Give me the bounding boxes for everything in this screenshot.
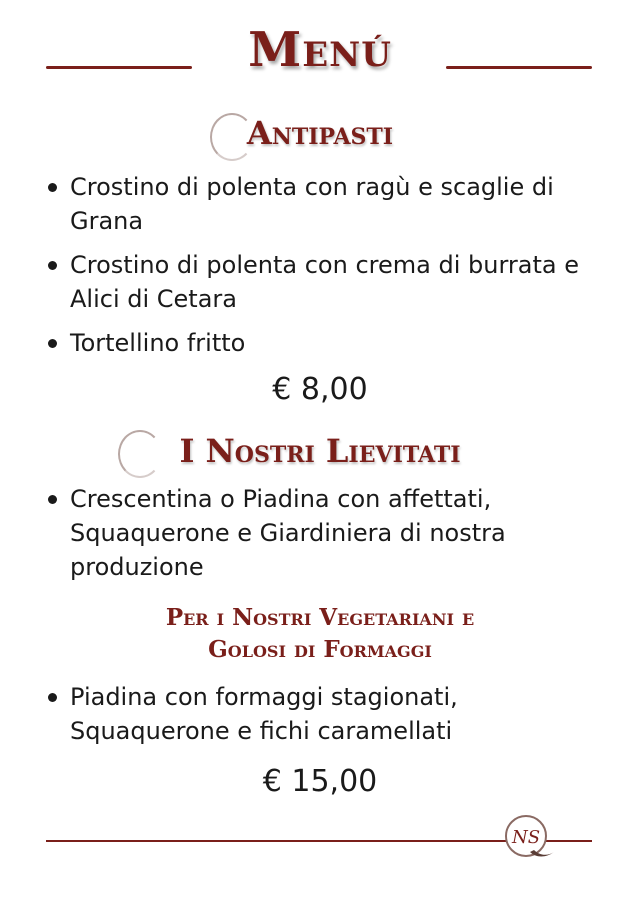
ns-logo-icon bbox=[500, 812, 556, 864]
subsection-title-line2: Golosi di Formaggi bbox=[208, 636, 432, 663]
price-antipasti: € 8,00 bbox=[272, 372, 368, 407]
list-item: Crescentina o Piadina con affettati, Squaquerone e Giardiniera di nostra produzione bbox=[48, 482, 608, 584]
vegetariani-list bbox=[48, 680, 608, 748]
bullet-icon bbox=[48, 183, 57, 192]
logo-text: NS bbox=[511, 827, 541, 848]
section-title-antipasti: Antipasti bbox=[246, 114, 394, 152]
menu-title: Menú bbox=[248, 22, 392, 78]
bullet-icon bbox=[48, 693, 57, 702]
menu-header bbox=[0, 22, 640, 102]
list-item: Crostino di polenta con crema di burrata e Alici di Cetara bbox=[48, 248, 608, 316]
subsection-title-line1: Per i Nostri Vegetariani e bbox=[165, 604, 475, 631]
antipasti-list bbox=[48, 170, 608, 360]
list-item: Piadina con formaggi stagionati, Squaquerone e fichi caramellati bbox=[48, 680, 608, 748]
header-rule-right bbox=[446, 66, 592, 69]
list-item: Crostino di polenta con ragù e scaglie di Grana bbox=[48, 170, 608, 238]
lievitati-list bbox=[48, 482, 608, 584]
bullet-icon bbox=[48, 261, 57, 270]
section-title-lievitati: I Nostri Lievitati bbox=[179, 432, 461, 470]
list-item: Tortellino fritto bbox=[48, 326, 608, 360]
bullet-icon bbox=[48, 339, 57, 348]
bullet-icon bbox=[48, 495, 57, 504]
price-lievitati: € 15,00 bbox=[262, 764, 378, 799]
